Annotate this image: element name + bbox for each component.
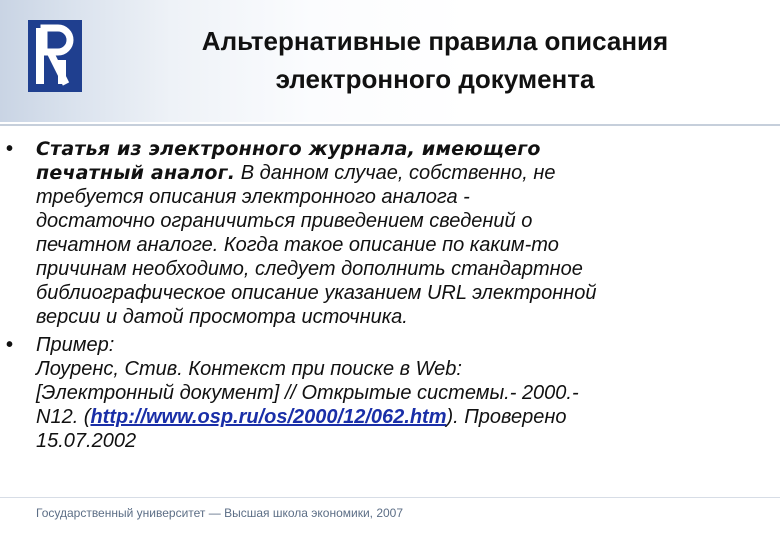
bullet1-lead-line-1: Статья из электронного журнала, имеющего [36, 138, 541, 160]
slide-body [6, 137, 766, 453]
example-label: Пример: [36, 334, 115, 356]
slide-title [100, 22, 770, 98]
bullet1-line: библиографическое описание указанием URL электронной [36, 282, 597, 304]
bullet-item-1 [6, 137, 766, 329]
title-line-1: Альтернативные правила описания [201, 26, 669, 56]
bullet1-lead-line-2: печатный аналог. [36, 162, 236, 184]
example-line-3-pre: N12. ( [36, 406, 91, 428]
bullet-item-2 [6, 333, 766, 453]
title-line-2: электронного документа [275, 64, 595, 94]
footer-divider [0, 497, 780, 498]
example-line-1: Лоуренс, Стив. Контекст при поиске в Web: [36, 358, 462, 380]
bullet-marker: • [6, 138, 14, 160]
example-line-2: [Электронный документ] // Открытые системы.- 2000.- [36, 382, 579, 404]
hse-logo-icon [28, 20, 82, 92]
bullet1-line: причинам необходимо, следует дополнить стандартное [36, 258, 583, 280]
bullet1-line: достаточно ограничиться приведением сведений о [36, 210, 533, 232]
header-divider [0, 124, 780, 126]
source-url-link[interactable]: http://www.osp.ru/os/2000/12/062.htm [90, 406, 447, 428]
bullet-marker: • [6, 334, 14, 356]
example-line-4: 15.07.2002 [36, 430, 137, 452]
bullet1-line: печатном аналоге. Когда такое описание по каким-то [36, 234, 559, 256]
example-line-3-post: ). Проверено [446, 406, 567, 428]
bullet1-text-rest: В данном случае, собственно, не [235, 162, 556, 184]
slide-header [0, 0, 780, 122]
bullet1-line: требуется описания электронного аналога - [36, 186, 470, 208]
slide-footer: Государственный университет — Высшая школа экономики, 2007 [36, 506, 404, 520]
bullet1-line: версии и датой просмотра источника. [36, 306, 408, 328]
